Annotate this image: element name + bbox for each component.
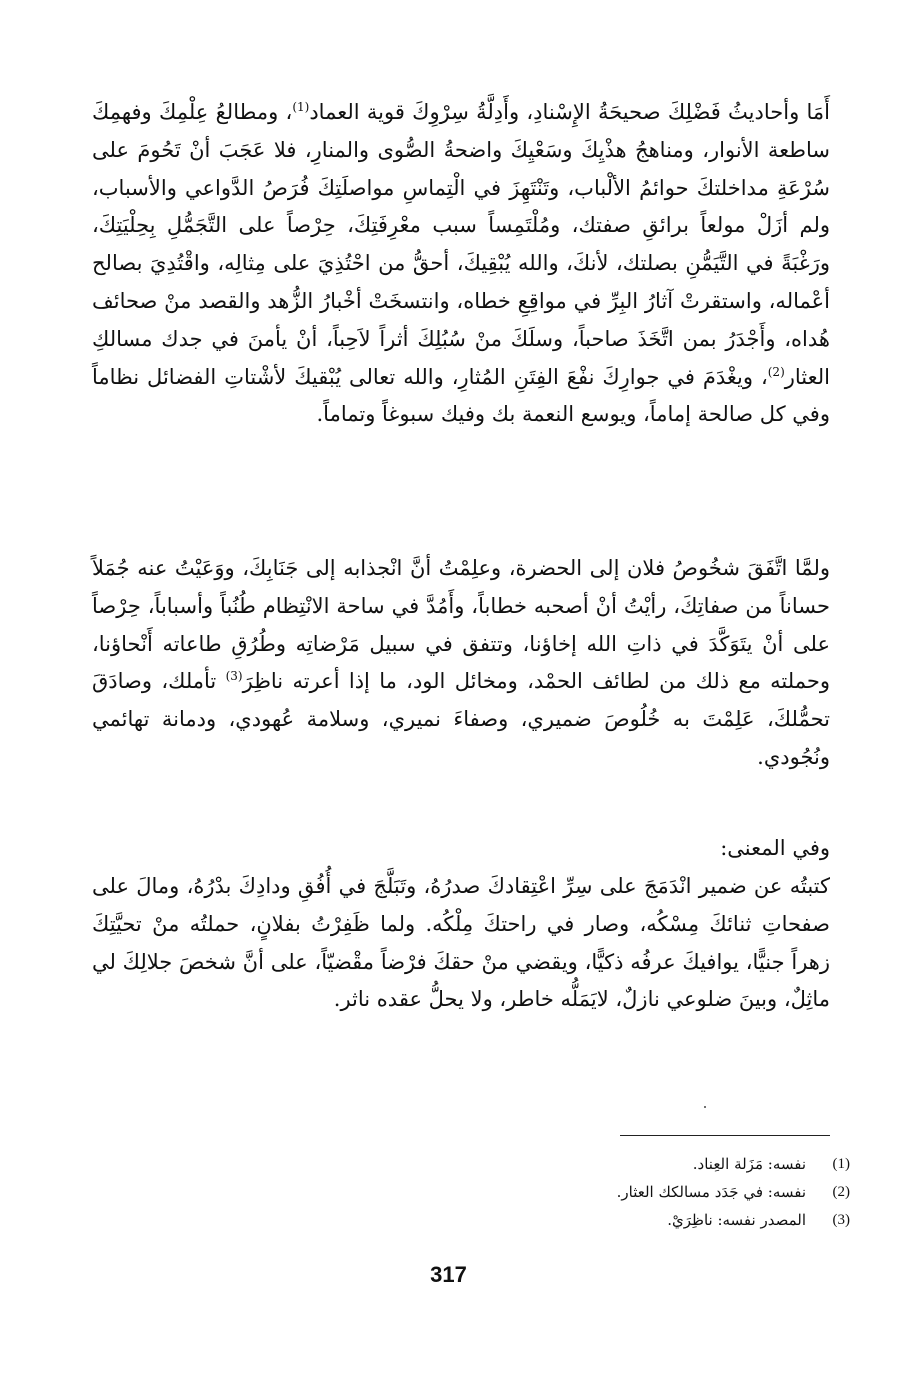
paragraph-text-segment: أَمَا وأحاديثُ فَضْلِكَ صحيحَةُ الإِسْنادِ، وأَدِلَّةُ سِرْوِكَ قوية العماد xyxy=(309,100,830,124)
body-paragraph-3 xyxy=(92,868,830,1019)
section-subheading xyxy=(92,830,830,868)
body-paragraph-1 xyxy=(92,94,830,434)
footnote-reference: (2) xyxy=(767,364,785,379)
paragraph-text-segment: ، ويغْدَمَ في جوارِكَ نفْعَ الفِتَنِ المُثارِ، والله تعالى يُبْقيكَ لأشْتاتِ الفضائل نظاماً وفي كل صالحة إماماً، ويوسع النعمة بك وفيك سبوغاً وتماماً. xyxy=(92,364,830,427)
footnote-text: نفسه: في جَدَد مسالكك العثار. xyxy=(616,1183,806,1201)
subheading-text: وفي المعنى: xyxy=(720,836,830,860)
paragraph-text: كتبتُه عن ضمير انْدَمَجَ على سِرِّ اعْتِقادكَ صدرُهُ، وتَبَلَّجَ في أُفُقِ ودادِكَ بدْرُهُ، ومالَ على صفحاتِ ثنائكَ مِسْكُه، وصار في راحتكَ مِلْكُه. ولما ظَفِرْتُ بفلانٍ، حملتُه منْ تحيَّتِكَ زهراً جنيًّا، يوافيكَ عرفُه ذكيًّا، ويقضي منْ حقكَ فرْضاً مقْضيّاً، على أنَّ شخصَ جلالِكَ لي ماثِلٌ، وبينَ ضلوعي نازلٌ، لايَمَلُّه خاطر، ولا يحلُّ عقده ناثر. xyxy=(92,874,830,1012)
footnote-text: نفسه: مَزَلة العِناد. xyxy=(692,1155,806,1173)
footnote-number: (1) xyxy=(832,1156,850,1172)
footnote-reference: (1) xyxy=(292,100,310,114)
paragraph-text xyxy=(92,94,830,434)
paragraph-text-segment: ولمَّا اتَّفَقَ شخُوصُ فلان إلى الحضرة، وعلِمْتُ أنَّ انْجذابه إلى جَنَابِكَ، ووَعَيْتُ عنه جُمَلاً حساناً من صفاتِكَ، رأيْتُ أنْ أصحبه خطاباً، وأَمُدَّ في ساحة الانْتِظام طُنُباً وأسباباً، حِرْصاً على أنْ يتَوَكَّدَ في ذاتِ الله إخاؤنا، وتتفق في سبيل مَرْضاتِه وطُرُقِ طاعاته أَنْحاؤنا، وحملته مع ذلك من لطائف الحمْد، ومخائل الود، ما إذا أعرته ناظِرَ xyxy=(92,556,830,694)
footnote-item xyxy=(560,1150,850,1178)
body-paragraph-2 xyxy=(92,550,830,777)
paragraph-text-segment: تأملك، وصادَقَ تحمُّلكَ، عَلِمْتَ به خُلُوصَ ضميري، وصفاءَ نميري، وسلامة عُهودي، ودمانة تهائمي ونُجُودي. xyxy=(92,669,830,769)
footnote-item xyxy=(560,1206,850,1234)
page-number: 317 xyxy=(430,1262,467,1287)
footnote-divider xyxy=(620,1135,830,1136)
footnote-number: (3) xyxy=(832,1212,850,1228)
paragraph-text xyxy=(92,550,830,777)
footnote-text: المصدر نفسه: ناظِرَيْ. xyxy=(667,1211,806,1229)
print-speck xyxy=(704,1106,706,1108)
footnote-reference: (3) xyxy=(225,669,243,684)
paragraph-text-segment: ، ومطالعُ عِلْمِكَ وفهمِكَ ساطعة الأنوار، ومناهجُ هذْيِكَ وسَعْيِكَ واضحةُ الصُّوى والمنارِ، فلا عَجَبَ أنْ تَحُومَ على سُرْعَةِ مداخلتكَ حوائمُ الألْباب، وتَنْتَهِزَ في الْتِماسِ مواصلَتِكَ فُرَصُ الدَّواعي والأسباب، ولم أزَلْ مولعاً برائقِ صفتك، ومُلْتَمِساً سبب معْرِفَتِكَ، حِرْصاً على التَّجَمُّلِ بِحِلْيَتِكَ، ورَغْبَةً في التَّيَمُّنِ بصلتك، لأنكَ، والله يُبْقِيكَ، أحقُّ من احْتُذِيَ على مِثالِه، واقْتُدِيَ بصالح أعْماله، واستقرتْ آثارُ البِرِّ في مواقِعِ خطاه، وانتسخَتْ أخْبارُ الزُّهد والقصد منْ صحائف هُداه، وأَجْدَرُ بمن اتَّخَذَ صاحباً، وسلَكَ منْ سُبُلِكَ أثراً لاَحِباً، أنْ يأمنَ في جدك مسالكِ العثار xyxy=(92,100,830,389)
footnotes xyxy=(560,1150,850,1234)
footnote-number: (2) xyxy=(832,1184,850,1200)
footnote-item xyxy=(560,1178,850,1206)
